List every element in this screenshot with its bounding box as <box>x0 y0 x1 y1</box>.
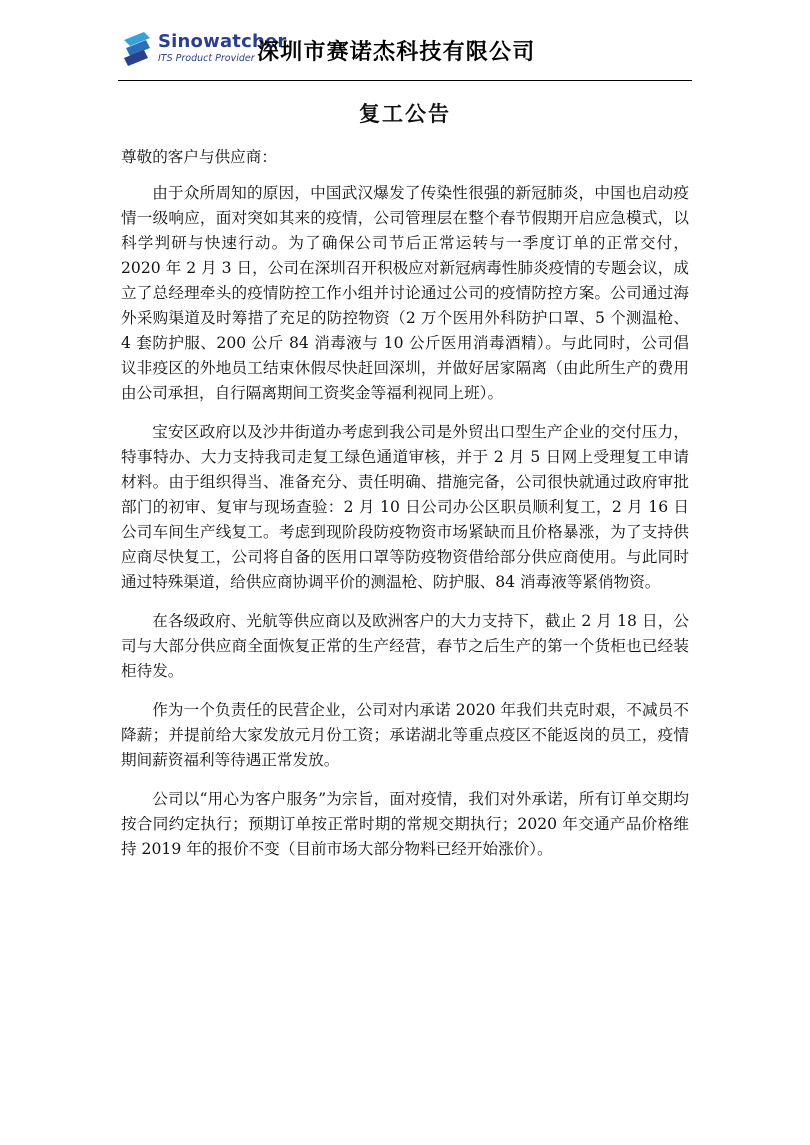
paragraph: 作为一个负责任的民营企业，公司对内承诺 2020 年我们共克时艰，不减员不降薪；并提前给大家发放元月份工资；承诺湖北等重点疫区不能返岗的员工，疫情期间薪资福利等待遇正常发放。 <box>121 701 689 769</box>
document-title: 复工公告 <box>359 102 451 126</box>
logo-tagline: ITS Product Provider <box>158 53 255 64</box>
document-body <box>121 145 689 876</box>
paragraph: 宝安区政府以及沙井街道办考虑到我公司是外贸出口型生产企业的交付压力，特事特办、大力支持我司走复工绿色通道审核，并于 2 月 5 日网上受理复工申请材料。由于组织得当、准备充分、责任明确、措施完备，公司很快就通过政府审批部门的初审、复审与现场查验：2 月 10 日公司办公区职员顺利复工，2 月 16 日公司车间生产线复工。考虑到现阶段防疫物资市场紧缺而且价格暴涨，为了支持供应商尽快复工，公司将自备的医用口罩等防疫物资借给部分供应商使用。与此同时通过特殊渠道，给供应商协调平价的测温枪、防护服、84 消毒液等紧俏物资。 <box>121 423 689 591</box>
paragraph: 在各级政府、光航等供应商以及欧洲客户的大力支持下，截止 2 月 18 日，公司与大部分供应商全面恢复正常的生产经营，春节之后生产的第一个货柜也已经装柜待发。 <box>121 612 689 680</box>
sinowatcher-logo-icon <box>120 30 154 70</box>
letterhead <box>118 26 692 82</box>
header-divider <box>118 80 692 81</box>
paragraph: 由于众所周知的原因，中国武汉爆发了传染性很强的新冠肺炎，中国也启动疫情一级响应，面对突如其来的疫情，公司管理层在整个春节假期开启应急模式，以科学判研与快速行动。为了确保公司节后正常运转与一季度订单的正常交付，2020 年 2 月 3 日，公司在深圳召开积极应对新冠病毒性肺炎疫情的专题会议，成立了总经理牵头的疫情防控工作小组并讨论通过公司的疫情防控方案。公司通过海外采购渠道及时筹措了充足的防控物资（2 万个医用外科防护口罩、5 个测温枪、4 套防护服、200 公斤 84 消毒液与 10 公斤医用消毒酒精）。与此同时，公司倡议非疫区的外地员工结束休假尽快赶回深圳，并做好居家隔离（由此所生产的费用由公司承担，自行隔离期间工资奖金等福利视同上班）。 <box>121 184 689 402</box>
paragraph: 公司以“用心为客户服务”为宗旨，面对疫情，我们对外承诺，所有订单交期均按合同约定执行；预期订单按正常时期的常规交期执行；2020 年交通产品价格维持 2019 年的报价不变（目前市场大部分物料已经开始涨价）。 <box>121 790 689 858</box>
company-name: 深圳市赛诺杰科技有限公司 <box>257 40 536 65</box>
salutation: 尊敬的客户与供应商： <box>121 148 277 166</box>
logo-name: Sinowatcher <box>158 31 287 52</box>
